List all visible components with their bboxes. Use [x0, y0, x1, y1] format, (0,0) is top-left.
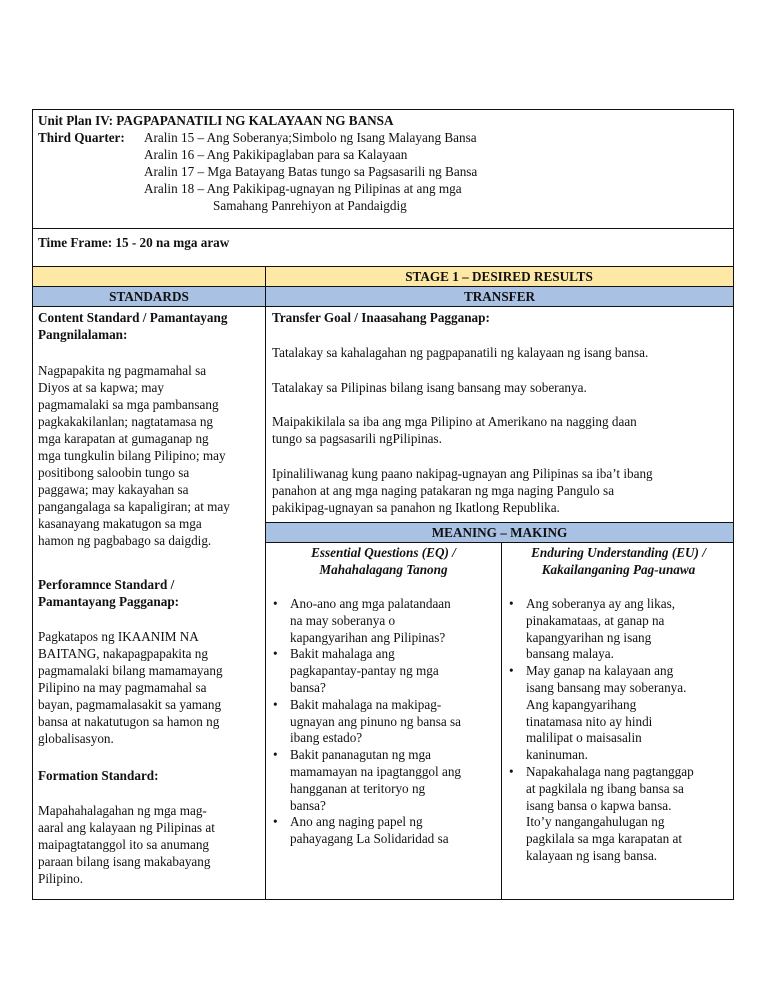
lesson-18: Aralin 18 – Ang Pakikipag-ugnayan ng Pilipinas at ang mga [144, 181, 462, 196]
formation-standard-line: aaral ang kalayaan ng Pilipinas at [38, 820, 215, 835]
standards-header: STANDARDS [109, 289, 189, 304]
lesson-16: Aralin 16 – Ang Pakikipaglaban para sa Kalayaan [144, 147, 408, 162]
eq-heading-2: Mahahalagang Tanong [319, 562, 448, 577]
eu-line: tinatamasa nito ay hindi [526, 713, 653, 729]
performance-standard-line: bansa at nakatutugon sa hamon ng [38, 714, 220, 729]
enduring-understanding-list [505, 596, 694, 865]
stage-1-banner [33, 267, 733, 286]
eu-heading-1: Enduring Understanding (EU) / [531, 545, 706, 560]
transfer-goal-p2: Tatalakay sa Pilipinas bilang isang bansang may soberanya. [272, 380, 587, 395]
content-standard-line: Nagpapakita ng pagmamahal sa [38, 363, 207, 378]
eq-line: pahayagang La Solidaridad sa [290, 831, 449, 847]
section-header-row [33, 287, 733, 306]
formation-standard-title: Formation Standard: [38, 768, 159, 783]
bullet-icon: • [509, 763, 514, 779]
transfer-goal-p3-line2: tungo sa pagsasarili ngPilipinas. [272, 431, 442, 446]
transfer-goal-title: Transfer Goal / Inaasahang Pagganap: [272, 310, 490, 325]
performance-standard-title-2: Pamantayang Pagganap: [38, 594, 180, 609]
eq-line: Bakit mahalaga na makipag- [290, 696, 442, 712]
performance-standard-line: Pagkatapos ng IKAANIM NA [38, 629, 199, 644]
quarter-label: Third Quarter: [38, 130, 125, 145]
eq-item [269, 747, 461, 814]
eq-line: Ano ang naging papel ng [290, 814, 423, 830]
eu-line: kapangyarihan ng isang [526, 629, 652, 645]
eq-line: Ano-ano ang mga palatandaan [290, 596, 451, 611]
content-standard-line: mga karapatan at gumaganap ng [38, 431, 209, 446]
eq-line: ugnayan ang pinuno ng bansa sa [290, 713, 462, 729]
eu-line: bansang malaya. [526, 646, 614, 662]
formation-standard-line: Pilipino. [38, 871, 84, 886]
formation-standard-line: paraan bilang isang makabayang [38, 854, 211, 869]
content-standard-line: pangangalaga sa kapaligiran; at may [38, 499, 230, 514]
lesson-17: Aralin 17 – Mga Batayang Batas tungo sa Pagsasarili ng Bansa [144, 164, 478, 179]
essential-questions-list [269, 596, 461, 848]
eu-line: Ang kapangyarihang [526, 696, 637, 712]
performance-standard-line: Pilipino na may pagmamahal sa [38, 680, 207, 695]
eu-line: malilipat o maisasalin [526, 730, 642, 746]
performance-standard-line: globalisasyon. [38, 731, 114, 746]
eq-line: pagkapantay-pantay ng mga [290, 663, 439, 679]
bullet-icon: • [273, 646, 278, 662]
lesson-18-cont: Samahang Panrehiyon at Pandaigdig [213, 198, 407, 213]
eu-line: pagkilala sa mga karapatan at [526, 831, 682, 847]
bullet-icon: • [509, 596, 514, 611]
eu-line: isang bansang may soberanya. [526, 679, 687, 695]
content-standard-line: paggawa; may kakayahan sa [38, 482, 189, 497]
transfer-goal-p3-line1: Maipakikilala sa iba ang mga Pilipino at Amerikano na nagging daan [272, 414, 637, 429]
eq-line: ibang estado? [290, 730, 363, 746]
content-standard-line: pagmamalaki sa mga pambansang [38, 397, 219, 412]
eu-line: Ang soberanya ay ang likas, [526, 596, 676, 611]
time-frame: Time Frame: 15 - 20 na mga araw [38, 235, 230, 250]
content-standard-line: Diyos at sa kapwa; may [38, 380, 164, 395]
transfer-goal-p4-line2: panahon at ang mga naging patakaran ng mga naging Pangulo sa [272, 483, 615, 498]
meaning-making-banner [266, 523, 733, 542]
eu-line: isang bansa o kapwa bansa. [526, 797, 672, 813]
bullet-icon: • [273, 747, 278, 763]
unit-plan-table [32, 109, 734, 900]
content-standard-line: kasanayang makatugon sa mga [38, 516, 202, 531]
eq-item [269, 814, 461, 848]
content-standard-line: hamon ng pagbabago sa daigdig. [38, 533, 212, 548]
eu-line: pinakamataas, at ganap na [526, 612, 665, 628]
bullet-icon: • [273, 596, 278, 611]
eu-line: kalayaan ng isang bansa. [526, 847, 658, 863]
eq-line: Bakit mahalaga ang [290, 646, 395, 662]
eu-item [505, 663, 694, 764]
eq-heading-1: Essential Questions (EQ) / [311, 545, 456, 560]
bullet-icon: • [509, 663, 514, 679]
eq-item [269, 646, 461, 696]
unit-title: PAGPAPANATILI NG KALAYAAN NG BANSA [116, 113, 394, 128]
content-standard-title-1: Content Standard / Pamantayang [38, 310, 228, 325]
content-standard-line: mga tungkulin bilang Pilipino; may [38, 448, 226, 463]
eu-line: Ito’y nangangahulugan ng [526, 814, 665, 830]
eq-item [269, 596, 461, 646]
transfer-goal-p1: Tatalakay sa kahalagahan ng pagpapanatili ng kalayaan ng isang bansa. [272, 345, 649, 360]
eq-line: hangganan at teritoryo ng [290, 780, 426, 796]
eu-line: Napakahalaga nang pagtanggap [526, 763, 694, 779]
content-standard-title-2: Pangnilalaman: [38, 327, 128, 342]
bullet-icon: • [273, 696, 278, 712]
eq-line: na may soberanya o [290, 612, 396, 628]
content-standard-line: pagkakakilanlan; nagtatamasa ng [38, 414, 214, 429]
eq-line: mamamayan na ipagtanggol ang [290, 763, 462, 779]
eq-line: bansa? [290, 797, 326, 813]
eu-line: May ganap na kalayaan ang [526, 663, 674, 679]
eq-line: Bakit pananagutan ng mga [290, 747, 431, 763]
eu-line: at pagkilala ng ibang bansa sa [526, 780, 684, 796]
eq-line: bansa? [290, 679, 326, 695]
eq-item [269, 697, 461, 747]
eu-line: kaninuman. [526, 747, 588, 763]
performance-standard-title-1: Perforamnce Standard / [38, 577, 175, 592]
unit-label: Unit Plan IV: [38, 113, 113, 128]
performance-standard-line: bayan, pagmamalasakit sa yamang [38, 697, 222, 712]
bullet-icon: • [273, 814, 278, 830]
transfer-header: TRANSFER [463, 289, 536, 304]
content-standard-line: positibong saloobin tungo sa [38, 465, 190, 480]
eq-line: kapangyarihan ang Pilipinas? [290, 629, 446, 645]
performance-standard-line: BAITANG, nakapagpapakita ng [38, 646, 208, 661]
eu-item [505, 764, 694, 865]
transfer-goal-p4-line1: Ipinaliliwanag kung paano nakipag-ugnayan ang Pilipinas sa iba’t ibang [272, 466, 653, 481]
stage-1-title: STAGE 1 – DESIRED RESULTS [405, 269, 593, 284]
formation-standard-line: Mapahahalagahan ng mga mag- [38, 803, 207, 818]
meaning-making-title: MEANING – MAKING [431, 525, 568, 540]
lesson-15: Aralin 15 – Ang Soberanya;Simbolo ng Isang Malayang Bansa [144, 130, 477, 145]
performance-standard-line: pagmamalaki bilang mamamayang [38, 663, 223, 678]
eu-item [505, 596, 694, 663]
formation-standard-line: maipagtatanggol ito sa anumang [38, 837, 210, 852]
transfer-goal-p4-line3: pakikipag-ugnayan sa panahon ng Ikatlong Republika. [272, 500, 560, 515]
eu-heading-2: Kakailanganing Pag-unawa [541, 562, 696, 577]
